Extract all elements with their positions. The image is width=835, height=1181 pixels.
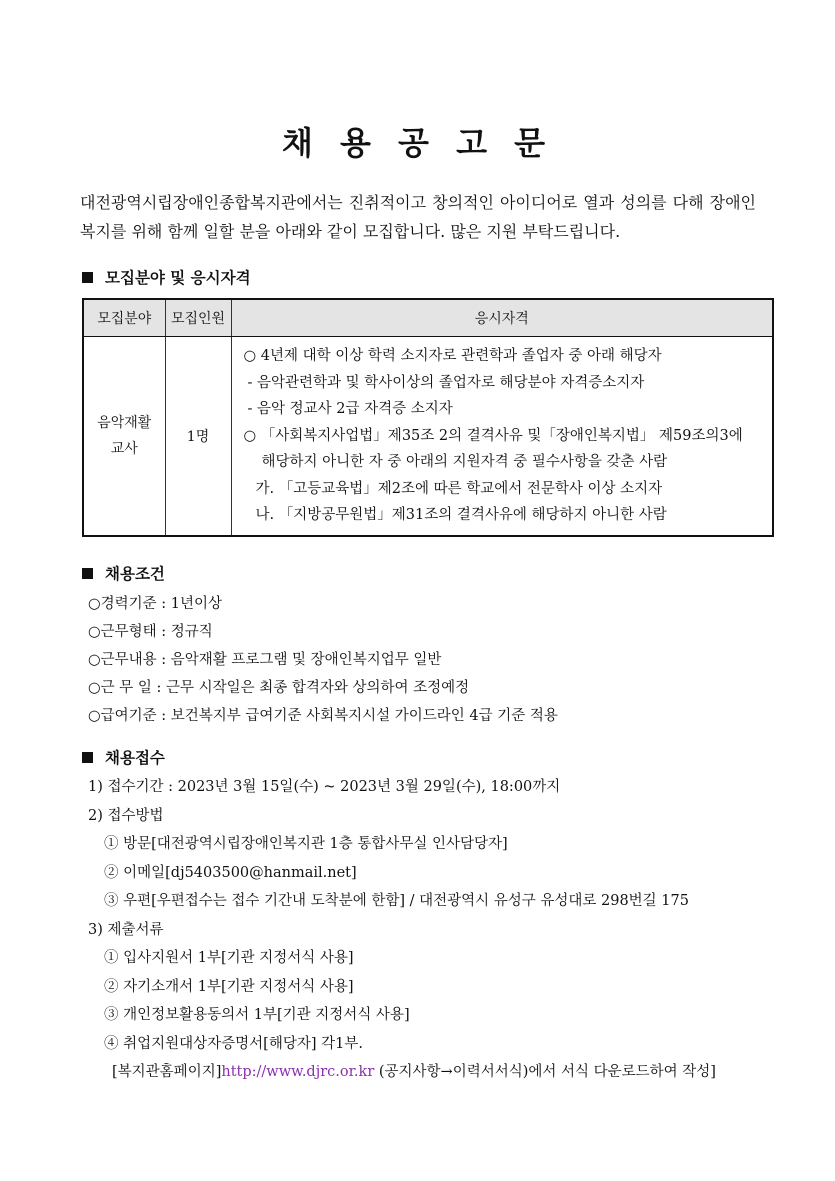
qualification-line: 가. 「고등교육법」제2조에 따른 학교에서 전문학사 이상 소지자 bbox=[255, 480, 663, 497]
application-period: 1) 접수기간 : 2023년 3월 15일(수) ~ 2023년 3월 29일(수), 18:00까지 bbox=[88, 779, 561, 795]
black-square-bullet-icon bbox=[82, 568, 93, 579]
list-item: ○근무내용 : 음악재활 프로그램 및 장애인복지업무 일반 bbox=[88, 652, 442, 668]
field-line-2: 교사 bbox=[110, 440, 138, 457]
table-header-field: 모집분야 bbox=[83, 299, 165, 337]
table-cell-count: 1명 bbox=[165, 337, 231, 536]
qualification-table bbox=[82, 298, 774, 537]
black-square-bullet-icon bbox=[82, 752, 93, 763]
download-note bbox=[88, 1058, 716, 1087]
list-item: ○경력기준 : 1년이상 bbox=[88, 596, 223, 612]
section-heading-conditions bbox=[82, 562, 165, 584]
application-details bbox=[88, 773, 716, 1087]
table-header-count: 모집인원 bbox=[165, 299, 231, 337]
document-item: ③ 개인정보활용동의서 1부[기관 지정서식 사용] bbox=[104, 1007, 410, 1023]
document-item: ② 자기소개서 1부[기관 지정서식 사용] bbox=[104, 978, 354, 995]
page-title: 채 용 공 고 문 bbox=[281, 124, 554, 162]
conditions-list bbox=[88, 590, 558, 730]
application-method-item: ① 방문[대전광역시립장애인복지관 1층 통합사무실 인사담당자] bbox=[104, 836, 508, 852]
section-heading-label: 채용조건 bbox=[105, 565, 165, 583]
intro-paragraph: 대전광역시립장애인종합복지관에서는 진취적이고 창의적인 아이디어로 열과 성의를 다해 장애인복지를 위해 함께 일할 분을 아래와 같이 모집합니다. 많은 지원 부탁드립니다. bbox=[80, 193, 756, 241]
qualification-line: ○ 「사회복지사업법」제35조 2의 결격사유 및「장애인복지법」 제59조의3에 bbox=[243, 427, 743, 444]
table-header-row bbox=[83, 299, 773, 337]
list-item: ○근무형태 : 정규직 bbox=[88, 624, 213, 640]
section-heading-label: 채용접수 bbox=[105, 749, 165, 767]
list-item: ○근 무 일 : 근무 시작일은 최종 합격자와 상의하여 조정예정 bbox=[88, 680, 470, 696]
qualification-line: - 음악 정교사 2급 자격증 소지자 bbox=[247, 401, 453, 417]
note-suffix: (공지사항→이력서서식)에서 서식 다운로드하여 작성] bbox=[374, 1064, 716, 1080]
field-line-1: 음악재활 bbox=[97, 414, 152, 431]
table-row bbox=[83, 337, 773, 536]
table-cell-qualifications bbox=[231, 337, 773, 536]
qualification-line: ○ 4년제 대학 이상 학력 소지자로 관련학과 졸업자 중 아래 해당자 bbox=[243, 348, 662, 364]
homepage-link[interactable]: http://www.djrc.or.kr bbox=[221, 1064, 375, 1080]
section-heading-application bbox=[82, 746, 165, 768]
table-cell-field bbox=[83, 337, 165, 536]
qualification-line: - 음악관련학과 및 학사이상의 졸업자로 해당분야 자격증소지자 bbox=[247, 374, 645, 391]
documents-title: 3) 제출서류 bbox=[88, 921, 164, 938]
document-item: ④ 취업지원대상자증명서[해당자] 각1부. bbox=[104, 1035, 363, 1052]
table-header-qualification: 응시자격 bbox=[231, 299, 773, 337]
list-item: ○급여기준 : 보건복지부 급여기준 사회복지시설 가이드라인 4급 기준 적용 bbox=[88, 708, 558, 724]
section-heading-qualifications bbox=[82, 266, 251, 288]
qualification-line: 해당하지 아니한 자 중 아래의 지원자격 중 필수사항을 갖춘 사람 bbox=[261, 454, 668, 470]
document-item: ① 입사지원서 1부[기관 지정서식 사용] bbox=[104, 950, 354, 966]
qualification-line: 나. 「지방공무원법」제31조의 결격사유에 해당하지 아니한 사람 bbox=[255, 507, 667, 523]
note-prefix: [복지관홈페이지] bbox=[112, 1064, 222, 1080]
black-square-bullet-icon bbox=[82, 272, 93, 283]
application-method-item: ② 이메일[dj5403500@hanmail.net] bbox=[104, 864, 357, 881]
section-heading-label: 모집분야 및 응시자격 bbox=[105, 269, 251, 287]
application-method-item: ③ 우편[우편접수는 접수 기간내 도착분에 한함] / 대전광역시 유성구 유성대로 298번길 175 bbox=[104, 893, 689, 909]
application-method-title: 2) 접수방법 bbox=[88, 807, 164, 824]
